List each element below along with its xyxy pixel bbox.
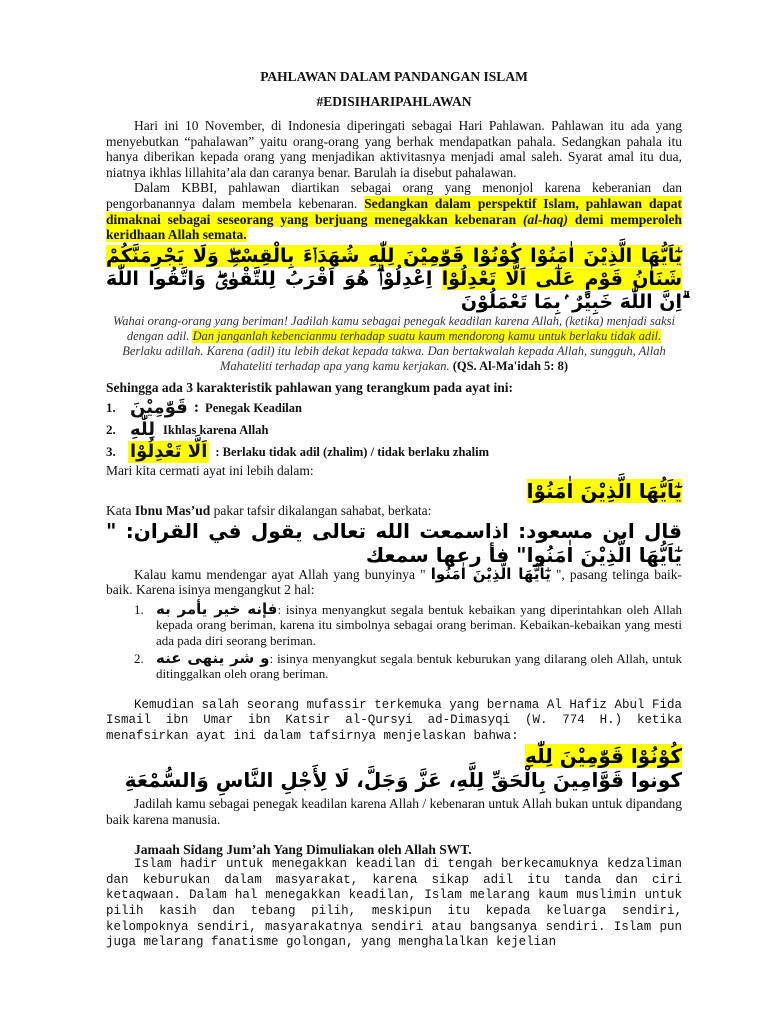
arabic-yaayyuha	[106, 479, 682, 503]
list-item	[106, 599, 682, 649]
paragraph-kalau	[106, 564, 682, 598]
paragraph-ibnu-masud	[106, 503, 682, 519]
characteristics-intro: Sehingga ada 3 karakteristik pahlawan yang terangkum pada ayat ini:	[106, 379, 513, 395]
verse-reference: (QS. Al-Ma'idah 5: 8)	[452, 358, 568, 373]
islam-perspective-end: demi memperoleh keridhaan Allah semata.	[106, 211, 682, 243]
kalau-text: Kalau kamu mendengar ayat Allah yang bunyinya "	[134, 566, 431, 582]
list-item-arabic: و شر ينهى عنه	[156, 648, 270, 667]
verse-continuation: اِعْدِلُوْاۗ هُوَ اَقْرَبُ لِلتَّقْوٰىۖ وَاتَّقُوا اللّٰهَ ۗاِنَّ اللّٰهَ خَبِيْرٌ ۢبِمَا تَعْمَلُوْنَ	[106, 267, 682, 313]
list-number: 1.	[106, 400, 116, 416]
characteristic-desc: Ikhlas karena Allah	[163, 423, 269, 438]
characteristic-item	[106, 441, 682, 463]
verse-translation	[106, 314, 682, 374]
kalau-text-end: ", pasang telinga baik-baik. Karena isinya mengangkut 2 hal:	[106, 566, 682, 598]
list-number: 2.	[106, 422, 116, 438]
two-things-list	[106, 599, 682, 682]
arabic-kunu-text: كُوْنُوْا قَوّٰمِيْنَ لِلّٰهِ	[525, 744, 682, 769]
ibnu-masud-name: Ibnu Mas’ud	[134, 502, 211, 518]
arabic-ibnu-masud: قال ابن مسعود: اذاسمعت الله تعالى يقول في القران: " يٰٓاَيُّهَا الَّذِيْنَ اٰمَنُوا" فأ رعها سمعك	[106, 518, 682, 567]
list-item-body	[156, 599, 682, 649]
list-item	[106, 648, 682, 682]
list-item-body	[156, 648, 682, 682]
islam-perspective-text: Sedangkan dalam perspektif Islam, pahlawan dapat dimaknai sebagai seseorang yang berjuang menegakkan kebenaran	[106, 195, 683, 227]
translation-highlight: Dan janganlah kebencianmu terhadap suatu kaum mendorong kamu untuk berlaku tidak adil.	[192, 328, 662, 343]
characteristics-list	[106, 397, 682, 463]
kata-text: Kata	[106, 502, 135, 518]
separator: :	[193, 399, 200, 417]
al-haq-term: (al-haq)	[523, 211, 569, 227]
verse-highlight: يٰٓاَيُّهَا الَّذِيْنَ اٰمَنُوْا كُوْنُوْا قَوّٰمِيْنَ لِلّٰهِ شُهَدَاۤءَ بِالْقِسْطِۖ وَلَا يَجْرِمَنَّكُمْ شَنَاٰنُ قَوْمٍ عَلٰٓى اَلَّا تَعْدِلُوْا	[106, 244, 683, 290]
list-number: 3.	[106, 444, 116, 460]
arabic-kunu-highlight	[106, 744, 682, 768]
paragraph-ibn-katsir: Kemudian salah seorang mufassir terkemuka yang bernama Al Hafiz Abul Fida Ismail ibn Umar ibn Katsir al-Qursyi ad-Dimasyqi (W. 774 H.) ketika menafsirkan ayat ini dalam tafsirnya menjelaskan bahwa:	[106, 697, 682, 743]
translation-part-a: Wahai orang-orang yang beriman! Jadilah kamu sebagai penegak keadilan karena Allah, (ketika) menjadi saksi dengan adil.	[113, 313, 675, 343]
characteristic-item	[106, 397, 682, 419]
heading-jamaah: Jamaah Sidang Jum’ah Yang Dimuliakan oleh Allah SWT.	[134, 841, 472, 857]
arabic-kunu-full: كونوا قَوَّامِينَ بِالْحَقِّ لِلَّهِ، عَزَّ وَجَلَّ، لَا لِأَجْلِ النَّاسِ وَالسُّمْعَةِ	[124, 768, 682, 793]
kbbi-text: Dalam KBBI, pahlawan diartikan sebagai orang yang menonjol karena keberanian dan pengorbanannya dalam membela kebenaran.	[106, 180, 682, 211]
arabic-yaayyuha-text: يٰٓاَيُّهَا الَّذِيْنَ اٰمَنُوْا	[526, 478, 682, 503]
list-number: 1.	[134, 601, 144, 617]
kalau-arabic: يٰٓاَيُّهَا الَّذِيْنَ اٰمَنُوا	[430, 564, 551, 583]
paragraph-jadilah: Jadilah kamu sebagai penegak keadilan karena Allah / kebenaran untuk Allah bukan untuk dipandang baik karena manusia.	[106, 796, 682, 828]
characteristic-arabic: اَلَّا تَعْدِلُوْا	[130, 441, 208, 463]
list-item-text: : isinya menyangkut segala bentuk keburukan yang dilarang oleh Allah, untuk ditinggalkan oleh orang beriman.	[156, 650, 682, 682]
translation-part-b: Berlaku adillah. Karena (adil) itu lebih dekat kepada takwa. Dan bertakwalah kepada Allah, sungguh, Allah Mahateliti terhadap apa yang kamu kerjakan.	[122, 343, 666, 373]
characteristic-item	[106, 419, 682, 441]
characteristic-desc: : Berlaku tidak adil (zhalim) / tidak berlaku zhalim	[215, 445, 490, 460]
characteristic-arabic: قَوّٰمِيْنَ	[130, 397, 188, 419]
paragraph-cermati: Mari kita cermati ayat ini lebih dalam:	[106, 463, 314, 479]
paragraph-kbbi	[106, 180, 682, 242]
list-number: 2.	[134, 650, 144, 666]
paragraph-intro: Hari ini 10 November, di Indonesia diperingati sebagai Hari Pahlawan. Pahlawan itu ada yang menyebutkan “pahalawan” yaitu orang-orang yang berhak mendapatkan pahala. Sedangkan pahala itu hanya diberikan kepada orang yang menjadikan aktivitasnya menjadi amal saleh. Syarat amal itu dua, niatnya ikhlas lillahita’ala dan caranya benar. Barulah ia disebut pahalawan.	[106, 118, 682, 180]
characteristic-arabic: لِلّٰهِ	[130, 419, 156, 441]
list-item-arabic: فإنه خير يأمر به	[156, 599, 278, 618]
quran-verse-arabic	[106, 245, 682, 314]
characteristic-desc: Penegak Keadilan	[205, 401, 302, 416]
kata-text-end: pakar tafsir dikalangan sahabat, berkata:	[210, 502, 432, 518]
document-hashtag: #EDISIHARIPAHLAWAN	[316, 94, 472, 109]
paragraph-islam: Islam hadir untuk menegakkan keadilan di tengah berkecamuknya kedzaliman dan keburukan dalam masyarakat, karena sikap adil itu tanda dan ciri ketaqwaan. Dalam hal menegakkan keadilan, Islam melarang kaum muslimin untuk pilih kasih dan tebang pilih, meskipun itu kepada keluarga sendiri, kelompoknya sendiri, masyarakatnya sendiri atau bangsanya sendiri. Islam pun juga melarang fanatisme golongan, yang menghalalkan kejelian	[106, 857, 682, 950]
document-title: PAHLAWAN DALAM PANDANGAN ISLAM	[260, 69, 528, 84]
list-item-text: : isinya menyangkut segala bentuk kebaikan yang diperintahkan oleh Allah kepada orang beriman, karena itu simbolnya sebagai orang beriman. Kebaikan-kebaikan yang mesti ada pada diri seorang beriman.	[156, 601, 682, 648]
